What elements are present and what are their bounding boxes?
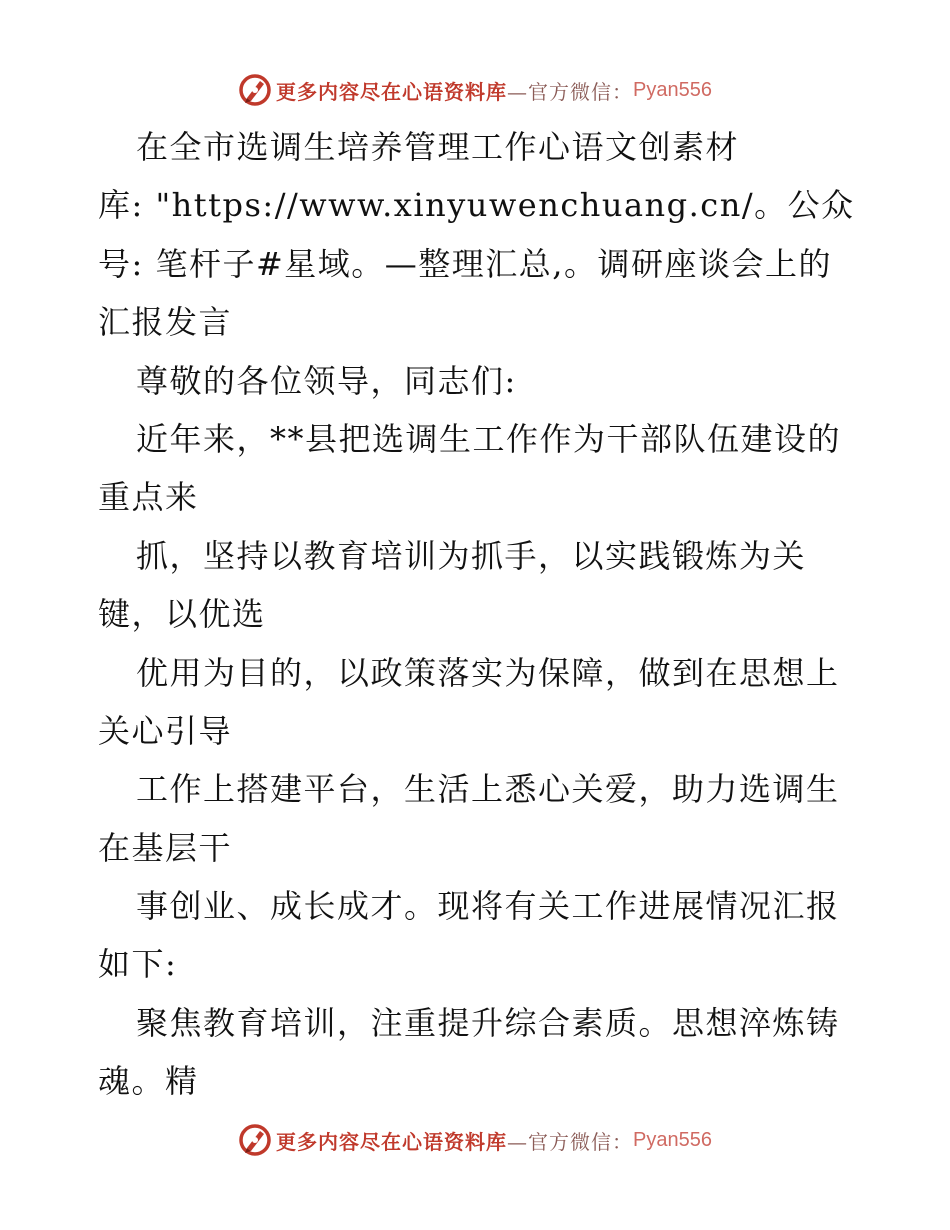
body-line: 键，以优选 (98, 595, 266, 634)
header-watermark-separator: —官方微信： (507, 79, 634, 104)
header-watermark-text (276, 76, 712, 105)
body-line: 聚焦教育培训，注重提升综合素质。思想淬炼铸 (136, 1003, 840, 1042)
footer-watermark-text (276, 1126, 712, 1155)
footer-watermark-separator: —官方微信： (507, 1129, 634, 1154)
footer-watermark-banner (0, 1120, 950, 1160)
footer-wechat-id: Pyan556 (633, 1128, 712, 1151)
body-line: 事创业、成长成才。现将有关工作进展情况汇报 (136, 887, 840, 926)
body-line: 汇报发言 (98, 303, 233, 342)
body-line: 尊敬的各位领导，同志们: (136, 361, 517, 400)
body-line: 如下: (98, 945, 178, 984)
pen-logo-icon (238, 73, 272, 107)
body-line: 关心引导 (98, 711, 233, 750)
body-line: 近年来，**县把选调生工作作为干部队伍建设的 (136, 419, 842, 458)
document-body (98, 118, 858, 1111)
header-wechat-id: Pyan556 (633, 78, 712, 101)
body-line: 号: 笔杆子#星域。—整理汇总,。调研座谈会上的 (98, 244, 832, 283)
header-watermark-banner (0, 70, 950, 110)
body-line: 在全市选调生培养管理工作心语文创素材 (136, 128, 740, 166)
header-watermark-main: 更多内容尽在心语资料库 (276, 79, 508, 104)
footer-watermark-main: 更多内容尽在心语资料库 (276, 1129, 508, 1154)
body-line: 抓，坚持以教育培训为抓手，以实践锻炼为关 (136, 536, 807, 575)
body-line: 在基层干 (98, 828, 233, 867)
body-line: 优用为目的，以政策落实为保障，做到在思想上 (136, 653, 840, 692)
body-line: 魂。精 (98, 1062, 199, 1101)
body-line: 重点来 (98, 478, 199, 517)
pen-logo-icon (238, 1123, 272, 1157)
body-line: 工作上搭建平台，生活上悉心关爱，助力选调生 (136, 770, 840, 809)
body-line: 库: "https://www.xinyuwenchuang.cn/。公众 (98, 186, 855, 225)
